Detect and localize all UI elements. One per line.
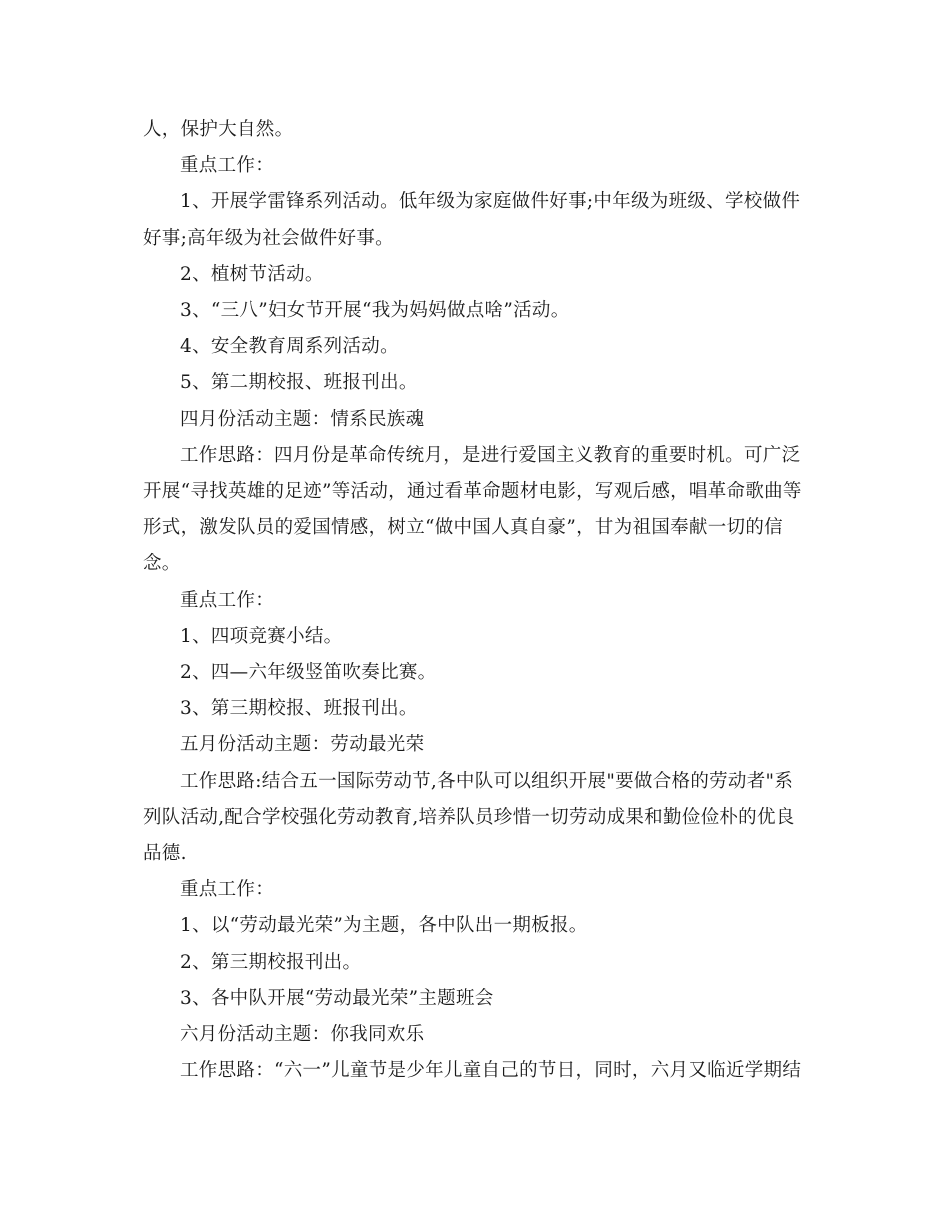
- paragraph-april-theme: 四月份活动主题：情系民族魂: [180, 408, 425, 430]
- paragraph-june-theme: 六月份活动主题：你我同欢乐: [180, 1024, 425, 1046]
- paragraph-item-newsletter-2: 5、第二期校报、班报刊出。: [180, 372, 418, 394]
- document-body: [143, 112, 803, 1089]
- paragraph-item-safety-week: 4、安全教育周系列活动。: [180, 336, 399, 358]
- paragraph-may-theme: 五月份活动主题：劳动最光荣: [180, 734, 425, 756]
- paragraph-item-arbor-day: 2、植树节活动。: [180, 263, 324, 285]
- paragraph-item-womens-day: 3、“三八”妇女节开展“我为妈妈做点啥”活动。: [180, 300, 570, 322]
- paragraph-item-recorder-contest: 2、四—六年级竖笛吹奏比赛。: [180, 662, 437, 684]
- paragraph-april-approach: 工作思路：四月份是革命传统月，是进行爱国主义教育的重要时机。可广泛开展“寻找英雄的足迹”等活动，通过看革命题材电影，写观后感，唱革命歌曲等形式，激发队员的爱国情感，树立“做中国人真自豪”，甘为祖国奉献一切的信念。: [143, 444, 802, 575]
- paragraph-may-approach: 工作思路:结合五一国际劳动节,各中队可以组织开展"要做合格的劳动者"系列队活动,配合学校强化劳动教育,培养队员珍惜一切劳动成果和勤俭俭朴的优良品德.: [143, 770, 795, 865]
- paragraph-heading-key-work: 重点工作：: [180, 155, 275, 177]
- paragraph-item-competition-summary: 1、四项竞赛小结。: [180, 625, 343, 647]
- paragraph-june-approach: 工作思路：“六一”儿童节是少年儿童自己的节日，同时，六月又临近学期结: [180, 1060, 802, 1082]
- paragraph-heading-key-work: 重点工作：: [180, 589, 275, 611]
- paragraph-item-blackboard: 1、以“劳动最光荣”为主题，各中队出一期板报。: [180, 915, 588, 937]
- paragraph-heading-key-work: 重点工作：: [180, 879, 275, 901]
- paragraph-item-school-newsletter: 2、第三期校报刊出。: [180, 951, 362, 973]
- paragraph-continuation: 人，保护大自然。: [143, 119, 294, 140]
- paragraph-item-class-meeting: 3、各中队开展“劳动最光荣”主题班会: [180, 987, 494, 1009]
- paragraph-item-lei-feng: 1、开展学雷锋系列活动。低年级为家庭做件好事;中年级为班级、学校做件好事;高年级为社会做件好事。: [143, 191, 801, 249]
- paragraph-item-newsletter-3: 3、第三期校报、班报刊出。: [180, 698, 418, 720]
